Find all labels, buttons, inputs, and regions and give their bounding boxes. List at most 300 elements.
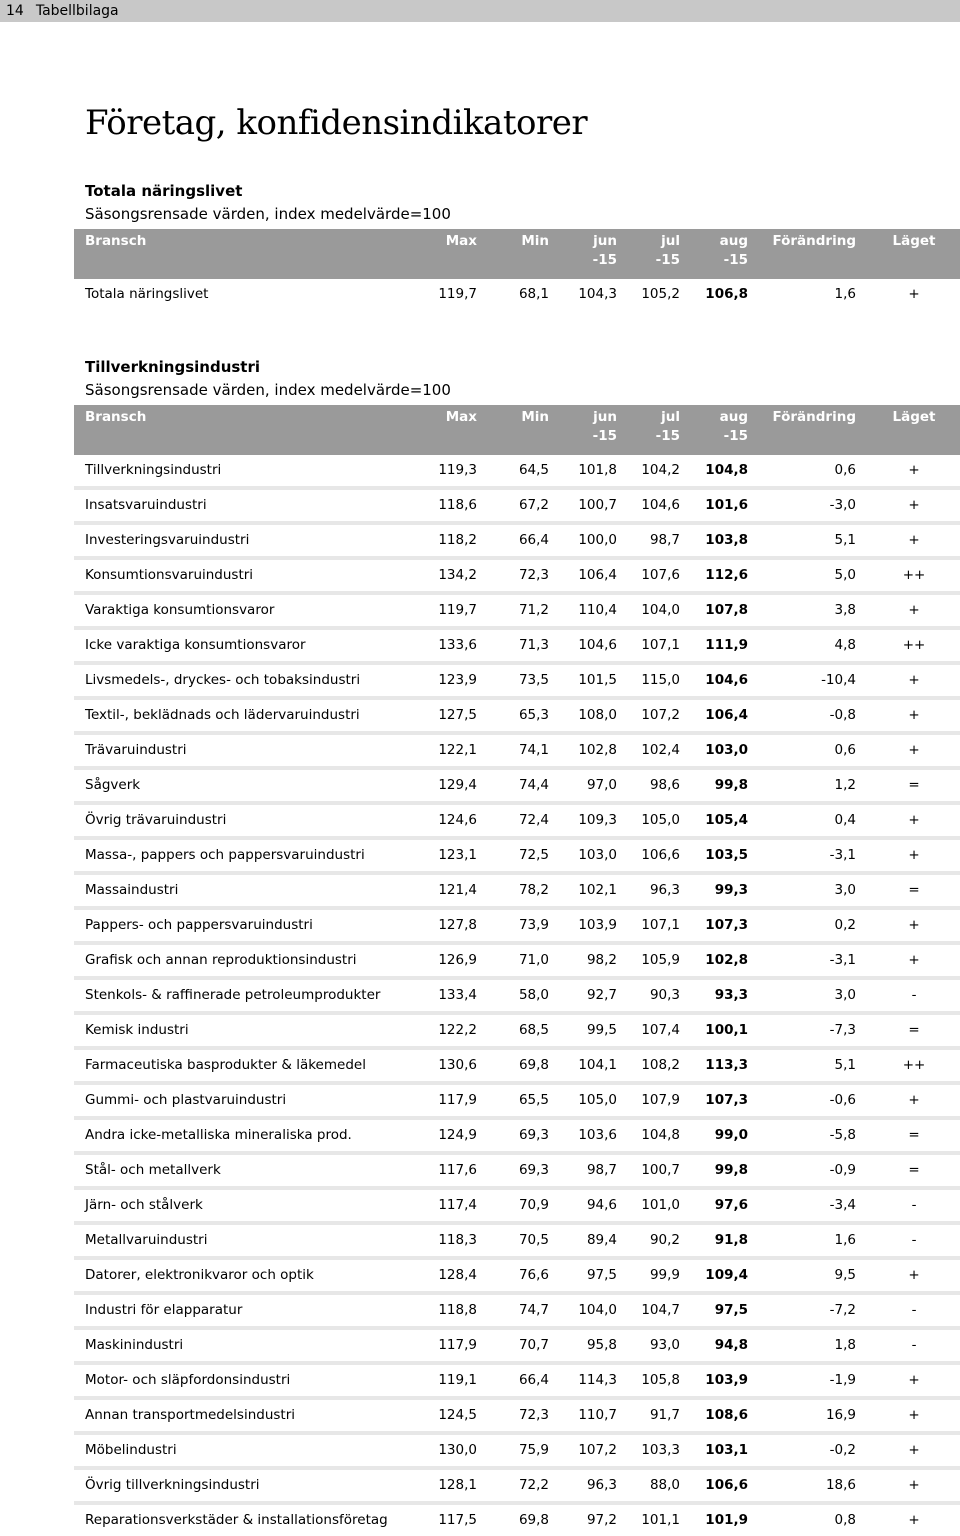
cell-bransch: Icke varaktiga konsumtionsvaror <box>74 628 404 663</box>
cell-jul: 107,1 <box>617 908 680 943</box>
cell-min: 72,4 <box>477 803 549 838</box>
cell-min: 66,4 <box>477 523 549 558</box>
cell-jul: 106,6 <box>617 838 680 873</box>
cell-jun: 109,3 <box>549 803 617 838</box>
cell-aug: 91,8 <box>680 1223 748 1258</box>
cell-jul: 105,2 <box>641 286 680 302</box>
cell-min: 58,0 <box>477 978 549 1013</box>
table-body <box>74 455 960 1536</box>
cell-laget: + <box>868 698 960 733</box>
col-header-max: Max <box>404 229 477 279</box>
cell-laget: + <box>868 943 960 978</box>
cell-min: 70,7 <box>477 1328 549 1363</box>
table-row <box>74 1328 960 1363</box>
cell-min: 71,2 <box>477 593 549 628</box>
cell-jun: 102,8 <box>549 733 617 768</box>
cell-laget: - <box>868 978 960 1013</box>
cell-max: 124,6 <box>404 803 477 838</box>
cell-min: 67,2 <box>477 488 549 523</box>
cell-jul: 96,3 <box>617 873 680 908</box>
cell-laget: = <box>868 1153 960 1188</box>
cell-bransch: Varaktiga konsumtionsvaror <box>74 593 404 628</box>
cell-max: 130,6 <box>404 1048 477 1083</box>
cell-aug: 99,3 <box>680 873 748 908</box>
cell-jun: 101,8 <box>549 455 617 488</box>
cell-min: 75,9 <box>477 1433 549 1468</box>
cell-bransch: Övrig tillverkningsindustri <box>74 1468 404 1503</box>
cell-aug: 107,3 <box>680 1083 748 1118</box>
cell-bransch: Trävaruindustri <box>74 733 404 768</box>
col-header-max: Max <box>404 405 477 455</box>
cell-jun: 100,7 <box>549 488 617 523</box>
cell-jun: 104,3 <box>578 286 617 302</box>
cell-aug: 106,8 <box>705 286 748 302</box>
section-subtitle: Säsongsrensade värden, index medelvärde=100 <box>85 205 451 223</box>
cell-aug: 99,8 <box>680 1153 748 1188</box>
cell-jul: 105,9 <box>617 943 680 978</box>
section-title: Totala näringslivet <box>85 182 243 200</box>
table-row <box>74 1258 960 1293</box>
cell-bransch: Totala näringslivet <box>85 286 209 302</box>
cell-min: 69,8 <box>477 1048 549 1083</box>
cell-laget: + <box>868 733 960 768</box>
cell-aug: 97,6 <box>680 1188 748 1223</box>
page-header <box>0 0 960 22</box>
cell-jul: 93,0 <box>617 1328 680 1363</box>
cell-forandring: 4,8 <box>748 628 868 663</box>
cell-bransch: Järn- och stålverk <box>74 1188 404 1223</box>
cell-bransch: Pappers- och pappersvaruindustri <box>74 908 404 943</box>
cell-min: 73,5 <box>477 663 549 698</box>
cell-laget: + <box>868 488 960 523</box>
cell-bransch: Metallvaruindustri <box>74 1223 404 1258</box>
cell-min: 74,1 <box>477 733 549 768</box>
section-totala-naringslivet <box>74 181 960 310</box>
cell-bransch: Möbelindustri <box>74 1433 404 1468</box>
table-row <box>74 558 960 593</box>
cell-jul: 100,7 <box>617 1153 680 1188</box>
cell-bransch: Insatsvaruindustri <box>74 488 404 523</box>
cell-max: 119,1 <box>404 1363 477 1398</box>
cell-forandring: 18,6 <box>748 1468 868 1503</box>
table-row <box>74 279 960 310</box>
table-row <box>74 733 960 768</box>
col-header-forandring: Förändring <box>748 229 868 279</box>
cell-forandring: -1,9 <box>748 1363 868 1398</box>
cell-min: 73,9 <box>477 908 549 943</box>
cell-jun: 89,4 <box>549 1223 617 1258</box>
cell-jun: 94,6 <box>549 1188 617 1223</box>
cell-jul: 90,3 <box>617 978 680 1013</box>
cell-jul: 104,2 <box>617 455 680 488</box>
table-body <box>74 279 960 310</box>
col-header-min: Min <box>477 405 549 455</box>
table-row <box>74 698 960 733</box>
cell-laget: + <box>868 593 960 628</box>
cell-bransch: Kemisk industri <box>74 1013 404 1048</box>
cell-max: 122,2 <box>404 1013 477 1048</box>
cell-laget: + <box>868 1433 960 1468</box>
table-row <box>74 838 960 873</box>
cell-jul: 101,1 <box>641 1512 680 1528</box>
cell-min: 68,1 <box>518 286 549 302</box>
col-header-laget: Läget <box>868 229 960 279</box>
cell-max: 117,9 <box>404 1083 477 1118</box>
cell-aug: 101,9 <box>705 1512 748 1528</box>
cell-max: 127,5 <box>404 698 477 733</box>
table-row <box>74 1293 960 1328</box>
cell-laget: + <box>868 838 960 873</box>
cell-aug: 103,1 <box>680 1433 748 1468</box>
cell-laget: + <box>868 803 960 838</box>
cell-laget: + <box>868 1083 960 1118</box>
cell-aug: 106,6 <box>680 1468 748 1503</box>
cell-aug: 104,6 <box>680 663 748 698</box>
col-header-laget: Läget <box>868 405 960 455</box>
cell-laget: + <box>908 1512 920 1528</box>
cell-max: 128,1 <box>404 1468 477 1503</box>
cell-laget: = <box>868 768 960 803</box>
cell-jun: 102,1 <box>549 873 617 908</box>
cell-jul: 102,4 <box>617 733 680 768</box>
cell-min: 71,3 <box>477 628 549 663</box>
cell-bransch: Grafisk och annan reproduktionsindustri <box>74 943 404 978</box>
cell-max: 129,4 <box>404 768 477 803</box>
cell-forandring: -3,1 <box>748 943 868 978</box>
table-row <box>74 1468 960 1503</box>
table-row <box>74 1363 960 1398</box>
cell-aug: 104,8 <box>680 455 748 488</box>
table-row <box>74 768 960 803</box>
cell-bransch: Datorer, elektronikvaror och optik <box>74 1258 404 1293</box>
cell-max: 117,9 <box>404 1328 477 1363</box>
col-header-forandring: Förändring <box>748 405 868 455</box>
cell-bransch: Konsumtionsvaruindustri <box>74 558 404 593</box>
table-row <box>74 1223 960 1258</box>
col-header-jul-month: jul <box>661 233 680 249</box>
cell-aug: 109,4 <box>680 1258 748 1293</box>
cell-forandring: 1,6 <box>748 1223 868 1258</box>
cell-bransch: Andra icke-metalliska mineraliska prod. <box>74 1118 404 1153</box>
table-row <box>74 1188 960 1223</box>
cell-aug: 108,6 <box>680 1398 748 1433</box>
col-header-bransch: Bransch <box>74 405 404 455</box>
cell-max: 133,4 <box>404 978 477 1013</box>
cell-bransch: Textil-, beklädnads och lädervaruindustri <box>74 698 404 733</box>
cell-jun: 104,6 <box>549 628 617 663</box>
cell-jul: 98,7 <box>617 523 680 558</box>
cell-jun: 98,7 <box>549 1153 617 1188</box>
cell-max: 119,3 <box>404 455 477 488</box>
cell-laget: - <box>868 1293 960 1328</box>
table-row <box>74 873 960 908</box>
table-row <box>74 628 960 663</box>
table-row <box>74 803 960 838</box>
table-row <box>74 1398 960 1433</box>
cell-aug: 97,5 <box>680 1293 748 1328</box>
cell-jul: 104,0 <box>617 593 680 628</box>
cell-laget: = <box>868 1118 960 1153</box>
cell-bransch: Gummi- och plastvaruindustri <box>74 1083 404 1118</box>
section-title: Tillverkningsindustri <box>85 358 261 376</box>
cell-jun: 110,4 <box>549 593 617 628</box>
table-row <box>74 1013 960 1048</box>
cell-jul: 115,0 <box>617 663 680 698</box>
col-header-jul <box>617 405 680 455</box>
cell-laget: + <box>868 663 960 698</box>
cell-aug: 103,9 <box>680 1363 748 1398</box>
cell-bransch: Tillverkningsindustri <box>74 455 404 488</box>
cell-jun: 108,0 <box>549 698 617 733</box>
col-header-aug <box>680 229 748 279</box>
cell-bransch: Annan transportmedelsindustri <box>74 1398 404 1433</box>
cell-min: 72,2 <box>477 1468 549 1503</box>
cell-max: 124,5 <box>404 1398 477 1433</box>
cell-max: 123,1 <box>404 838 477 873</box>
cell-jun: 101,5 <box>549 663 617 698</box>
col-header-jun <box>549 405 617 455</box>
cell-forandring: 16,9 <box>748 1398 868 1433</box>
col-header-jul-month: jul <box>661 409 680 425</box>
cell-forandring: -3,4 <box>748 1188 868 1223</box>
cell-jul: 105,8 <box>617 1363 680 1398</box>
cell-jul: 107,6 <box>617 558 680 593</box>
cell-jul: 101,0 <box>617 1188 680 1223</box>
cell-forandring: -0,6 <box>748 1083 868 1118</box>
cell-jul: 90,2 <box>617 1223 680 1258</box>
cell-forandring: -7,3 <box>748 1013 868 1048</box>
cell-jun: 110,7 <box>549 1398 617 1433</box>
cell-min: 65,3 <box>477 698 549 733</box>
cell-forandring: -7,2 <box>748 1293 868 1328</box>
cell-jun: 103,6 <box>549 1118 617 1153</box>
running-section-title: Tabellbilaga <box>35 3 119 19</box>
cell-jul: 107,2 <box>617 698 680 733</box>
cell-jul: 107,4 <box>617 1013 680 1048</box>
cell-jun: 92,7 <box>549 978 617 1013</box>
cell-forandring: 1,2 <box>748 768 868 803</box>
cell-max: 123,9 <box>404 663 477 698</box>
cell-forandring: 0,6 <box>748 455 868 488</box>
cell-bransch: Motor- och släpfordonsindustri <box>74 1363 404 1398</box>
cell-max: 117,5 <box>438 1512 477 1528</box>
cell-forandring: 0,6 <box>748 733 868 768</box>
cell-bransch: Övrig trävaruindustri <box>74 803 404 838</box>
table-row <box>74 663 960 698</box>
cell-jun: 105,0 <box>549 1083 617 1118</box>
cell-min: 71,0 <box>477 943 549 978</box>
section-tillverkningsindustri <box>74 357 960 1536</box>
cell-min: 76,6 <box>477 1258 549 1293</box>
table-row <box>74 1083 960 1118</box>
cell-laget: - <box>868 1223 960 1258</box>
cell-jun: 107,2 <box>549 1433 617 1468</box>
cell-bransch: Industri för elapparatur <box>74 1293 404 1328</box>
cell-max: 130,0 <box>404 1433 477 1468</box>
cell-aug: 100,1 <box>680 1013 748 1048</box>
table-row <box>74 1118 960 1153</box>
cell-max: 126,9 <box>404 943 477 978</box>
cell-min: 64,5 <box>477 455 549 488</box>
cell-aug: 103,8 <box>680 523 748 558</box>
table-row <box>74 523 960 558</box>
cell-forandring: 5,1 <box>748 523 868 558</box>
col-header-jun-month: jun <box>593 409 617 425</box>
page-title: Företag, konfidensindikatorer <box>85 103 588 143</box>
cell-min: 74,7 <box>477 1293 549 1328</box>
cell-bransch: Massaindustri <box>74 873 404 908</box>
table-tillverkningsindustri <box>74 405 960 1536</box>
cell-jun: 114,3 <box>549 1363 617 1398</box>
cell-jul: 104,7 <box>617 1293 680 1328</box>
table-row <box>74 593 960 628</box>
cell-forandring: -0,8 <box>748 698 868 733</box>
cell-aug: 103,0 <box>680 733 748 768</box>
cell-aug: 105,4 <box>680 803 748 838</box>
cell-jun: 97,5 <box>549 1258 617 1293</box>
cell-aug: 103,5 <box>680 838 748 873</box>
table-header-row <box>74 405 960 455</box>
cell-jul: 108,2 <box>617 1048 680 1083</box>
cell-jul: 88,0 <box>617 1468 680 1503</box>
cell-max: 117,6 <box>404 1153 477 1188</box>
table-row <box>74 1153 960 1188</box>
col-header-aug-month: aug <box>719 409 748 425</box>
table-header-row <box>74 229 960 279</box>
cell-max: 117,4 <box>404 1188 477 1223</box>
cell-forandring: -5,8 <box>748 1118 868 1153</box>
col-header-jun-month: jun <box>593 233 617 249</box>
cell-jun: 98,2 <box>549 943 617 978</box>
section-subtitle: Säsongsrensade värden, index medelvärde=100 <box>85 381 451 399</box>
cell-laget: ++ <box>868 1048 960 1083</box>
cell-jun: 97,2 <box>586 1512 617 1528</box>
col-header-aug <box>680 405 748 455</box>
cell-jul: 91,7 <box>617 1398 680 1433</box>
col-header-jun-year: -15 <box>592 428 617 444</box>
cell-jun: 104,1 <box>549 1048 617 1083</box>
cell-forandring: 1,8 <box>748 1328 868 1363</box>
cell-laget: ++ <box>868 628 960 663</box>
cell-jul: 104,8 <box>617 1118 680 1153</box>
table-totala-naringslivet <box>74 229 960 310</box>
col-header-aug-year: -15 <box>723 428 748 444</box>
table-row <box>74 1503 960 1536</box>
cell-aug: 111,9 <box>680 628 748 663</box>
cell-min: 74,4 <box>477 768 549 803</box>
cell-laget: + <box>868 1398 960 1433</box>
cell-aug: 99,8 <box>680 768 748 803</box>
cell-forandring: 9,5 <box>748 1258 868 1293</box>
cell-laget: - <box>868 1328 960 1363</box>
cell-forandring: 3,0 <box>748 873 868 908</box>
cell-forandring: 3,8 <box>748 593 868 628</box>
page-number: 14 <box>6 3 24 19</box>
cell-forandring: 5,1 <box>748 1048 868 1083</box>
cell-max: 122,1 <box>404 733 477 768</box>
col-header-jun-year: -15 <box>592 252 617 268</box>
cell-aug: 106,4 <box>680 698 748 733</box>
table-row <box>74 1048 960 1083</box>
cell-forandring: -3,0 <box>748 488 868 523</box>
cell-min: 66,4 <box>477 1363 549 1398</box>
cell-bransch: Maskinindustri <box>74 1328 404 1363</box>
col-header-min: Min <box>477 229 549 279</box>
cell-min: 65,5 <box>477 1083 549 1118</box>
cell-jun: 97,0 <box>549 768 617 803</box>
cell-laget: = <box>868 873 960 908</box>
cell-forandring: 3,0 <box>748 978 868 1013</box>
cell-bransch: Sågverk <box>74 768 404 803</box>
cell-min: 78,2 <box>477 873 549 908</box>
cell-jun: 99,5 <box>549 1013 617 1048</box>
cell-laget: + <box>868 1258 960 1293</box>
cell-aug: 102,8 <box>680 943 748 978</box>
table-row <box>74 943 960 978</box>
cell-laget: + <box>868 908 960 943</box>
cell-jul: 99,9 <box>617 1258 680 1293</box>
cell-jun: 106,4 <box>549 558 617 593</box>
cell-min: 72,3 <box>477 558 549 593</box>
cell-max: 119,7 <box>404 593 477 628</box>
cell-bransch: Livsmedels-, dryckes- och tobaksindustri <box>74 663 404 698</box>
cell-aug: 112,6 <box>680 558 748 593</box>
cell-forandring: 0,2 <box>748 908 868 943</box>
cell-aug: 107,8 <box>680 593 748 628</box>
cell-min: 68,5 <box>477 1013 549 1048</box>
cell-laget: ++ <box>868 558 960 593</box>
cell-bransch: Investeringsvaruindustri <box>74 523 404 558</box>
cell-jun: 100,0 <box>549 523 617 558</box>
col-header-bransch: Bransch <box>74 229 404 279</box>
cell-laget: = <box>868 1013 960 1048</box>
table-row <box>74 455 960 488</box>
cell-max: 124,9 <box>404 1118 477 1153</box>
cell-jul: 98,6 <box>617 768 680 803</box>
col-header-aug-year: -15 <box>723 252 748 268</box>
cell-jul: 107,1 <box>617 628 680 663</box>
cell-jul: 107,9 <box>617 1083 680 1118</box>
cell-bransch: Stål- och metallverk <box>74 1153 404 1188</box>
cell-max: 134,2 <box>404 558 477 593</box>
cell-min: 69,3 <box>477 1118 549 1153</box>
cell-jun: 96,3 <box>549 1468 617 1503</box>
cell-forandring: 1,6 <box>834 286 856 302</box>
table-row <box>74 978 960 1013</box>
cell-laget: + <box>908 286 920 302</box>
cell-max: 118,6 <box>404 488 477 523</box>
col-header-jun <box>549 229 617 279</box>
cell-max: 118,3 <box>404 1223 477 1258</box>
cell-jul: 103,3 <box>617 1433 680 1468</box>
cell-max: 133,6 <box>404 628 477 663</box>
col-header-jul <box>617 229 680 279</box>
cell-forandring: -3,1 <box>748 838 868 873</box>
cell-aug: 101,6 <box>680 488 748 523</box>
cell-jul: 105,0 <box>617 803 680 838</box>
col-header-jul-year: -15 <box>655 252 680 268</box>
cell-max: 121,4 <box>404 873 477 908</box>
table-row <box>74 1433 960 1468</box>
table-row <box>74 908 960 943</box>
cell-max: 127,8 <box>404 908 477 943</box>
cell-forandring: 5,0 <box>748 558 868 593</box>
cell-jun: 95,8 <box>549 1328 617 1363</box>
cell-bransch: Stenkols- & raffinerade petroleumprodukter <box>74 978 404 1013</box>
cell-min: 69,3 <box>477 1153 549 1188</box>
cell-min: 70,5 <box>477 1223 549 1258</box>
cell-forandring: -0,9 <box>748 1153 868 1188</box>
